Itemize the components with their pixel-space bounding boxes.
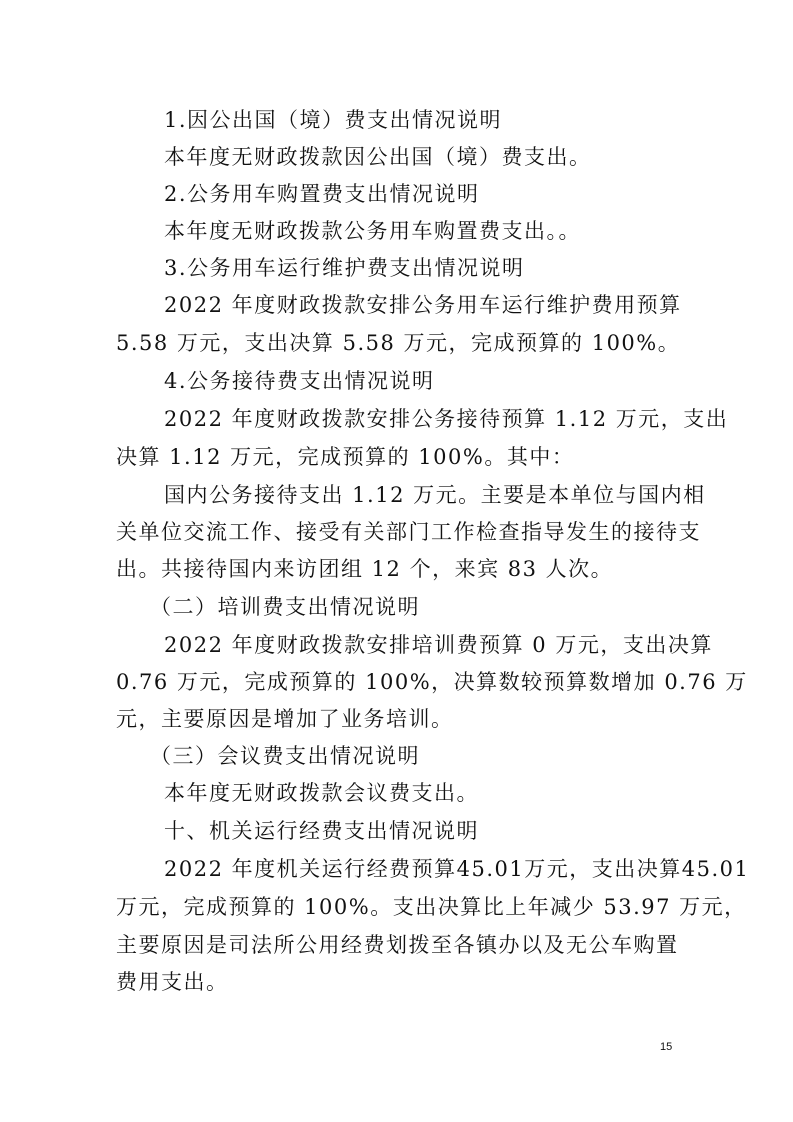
paragraph-line: 元，主要原因是增加了业务培训。 <box>116 707 454 731</box>
section-heading-vehicle-maintenance: 3.公务用车运行维护费支出情况说明 <box>164 256 525 280</box>
paragraph-line: 本年度无财政拨款因公出国（境）费支出。 <box>164 145 592 169</box>
paragraph-line: 关单位交流工作、接受有关部门工作检查指导发生的接待支 <box>116 520 701 544</box>
paragraph-line: 主要原因是司法所公用经费划拨至各镇办以及无公车购置 <box>116 933 679 957</box>
paragraph-line: 本年度无财政拨款公务用车购置费支出。。 <box>164 219 581 243</box>
section-heading-meetings: （三）会议费支出情况说明 <box>150 744 420 768</box>
paragraph-line: 本年度无财政拨款会议费支出。 <box>164 781 479 805</box>
page-number: 15 <box>660 1041 673 1053</box>
paragraph-line: 2022 年度机关运行经费预算45.01万元，支出决算45.01 <box>164 857 750 881</box>
paragraph-line: 2022 年度财政拨款安排培训费预算 0 万元，支出决算 <box>164 633 713 657</box>
paragraph-line: 费用支出。 <box>116 970 229 994</box>
paragraph-line: 0.76 万元，完成预算的 100%，决算数较预算数增加 0.76 万 <box>116 670 748 694</box>
section-heading-vehicle-purchase: 2.公务用车购置费支出情况说明 <box>164 182 480 206</box>
paragraph-line: 万元，完成预算的 100%。支出决算比上年减少 53.97 万元， <box>116 895 747 919</box>
section-heading-reception: 4.公务接待费支出情况说明 <box>164 369 435 393</box>
paragraph-line: 出。共接待国内来访团组 12 个，来宾 83 人次。 <box>116 557 614 581</box>
section-heading-overseas-travel: 1.因公出国（境）费支出情况说明 <box>164 108 503 132</box>
paragraph-line: 2022 年度财政拨款安排公务用车运行维护费用预算 <box>164 293 682 317</box>
paragraph-line: 2022 年度财政拨款安排公务接待预算 1.12 万元，支出 <box>164 407 729 431</box>
section-heading-operating-expenses: 十、机关运行经费支出情况说明 <box>164 819 479 843</box>
paragraph-line: 国内公务接待支出 1.12 万元。主要是本单位与国内相 <box>164 483 706 507</box>
paragraph-line: 5.58 万元，支出决算 5.58 万元，完成预算的 100%。 <box>116 331 681 355</box>
section-heading-training: （二）培训费支出情况说明 <box>150 595 420 619</box>
paragraph-line: 决算 1.12 万元，完成预算的 100%。其中： <box>116 445 575 469</box>
